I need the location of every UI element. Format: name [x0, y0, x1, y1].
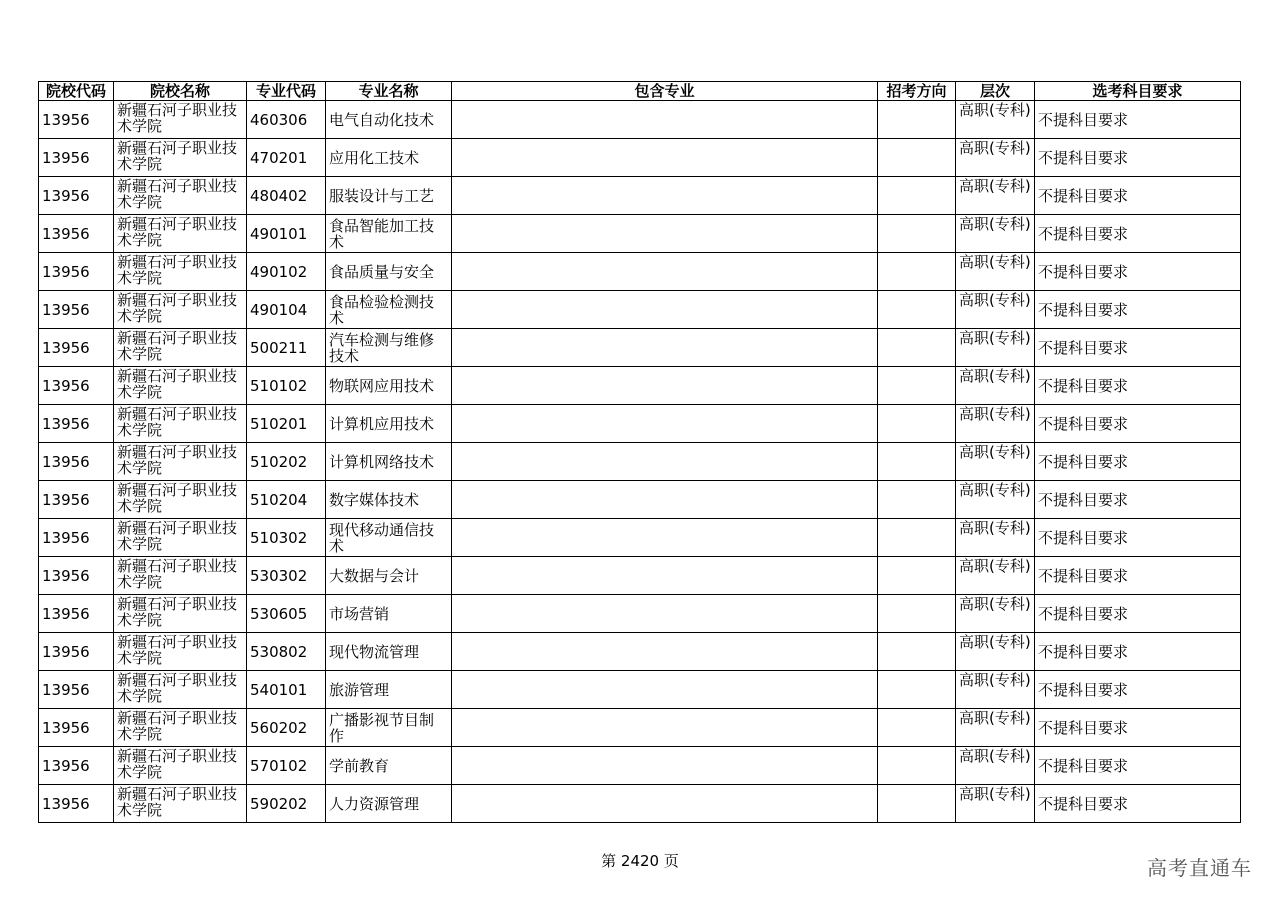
- table-row: [39, 709, 1241, 747]
- cell-school-code: 13956: [39, 405, 114, 443]
- cell-level: 高职(专科): [956, 595, 1035, 633]
- cell-school-name: 新疆石河子职业技术学院: [114, 291, 247, 329]
- cell-level: 高职(专科): [956, 747, 1035, 785]
- cell-major-code: 570102: [247, 747, 326, 785]
- table-row: [39, 671, 1241, 709]
- cell-school-code: 13956: [39, 671, 114, 709]
- cell-major-name: 汽车检测与维修技术: [326, 329, 452, 367]
- cell-major-name: 现代移动通信技术: [326, 519, 452, 557]
- cell-direction: [878, 747, 956, 785]
- cell-school-name: 新疆石河子职业技术学院: [114, 709, 247, 747]
- table-row: [39, 557, 1241, 595]
- cell-major-name: 食品质量与安全: [326, 253, 452, 291]
- cell-school-code: 13956: [39, 177, 114, 215]
- cell-included-majors: [452, 747, 878, 785]
- cell-major-name: 应用化工技术: [326, 139, 452, 177]
- cell-subject-requirement: 不提科目要求: [1035, 709, 1241, 747]
- cell-included-majors: [452, 329, 878, 367]
- page-number: 第 2420 页: [601, 852, 679, 870]
- col-header-subject-requirement: 选考科目要求: [1035, 82, 1241, 101]
- cell-subject-requirement: 不提科目要求: [1035, 291, 1241, 329]
- cell-major-code: 540101: [247, 671, 326, 709]
- cell-direction: [878, 443, 956, 481]
- watermark-text: 高考直通车: [1147, 856, 1252, 880]
- cell-school-code: 13956: [39, 139, 114, 177]
- cell-major-code: 590202: [247, 785, 326, 823]
- cell-school-code: 13956: [39, 633, 114, 671]
- cell-subject-requirement: 不提科目要求: [1035, 595, 1241, 633]
- cell-included-majors: [452, 595, 878, 633]
- cell-subject-requirement: 不提科目要求: [1035, 329, 1241, 367]
- table-row: [39, 253, 1241, 291]
- cell-level: 高职(专科): [956, 443, 1035, 481]
- cell-subject-requirement: 不提科目要求: [1035, 139, 1241, 177]
- cell-level: 高职(专科): [956, 101, 1035, 139]
- cell-major-name: 旅游管理: [326, 671, 452, 709]
- cell-level: 高职(专科): [956, 329, 1035, 367]
- cell-direction: [878, 709, 956, 747]
- cell-direction: [878, 101, 956, 139]
- cell-subject-requirement: 不提科目要求: [1035, 671, 1241, 709]
- cell-direction: [878, 291, 956, 329]
- cell-direction: [878, 139, 956, 177]
- cell-major-name: 大数据与会计: [326, 557, 452, 595]
- table-row: [39, 519, 1241, 557]
- cell-level: 高职(专科): [956, 785, 1035, 823]
- cell-school-name: 新疆石河子职业技术学院: [114, 367, 247, 405]
- cell-subject-requirement: 不提科目要求: [1035, 367, 1241, 405]
- cell-school-code: 13956: [39, 367, 114, 405]
- cell-major-name: 数字媒体技术: [326, 481, 452, 519]
- table-row: [39, 367, 1241, 405]
- cell-included-majors: [452, 709, 878, 747]
- cell-included-majors: [452, 139, 878, 177]
- cell-major-code: 480402: [247, 177, 326, 215]
- cell-included-majors: [452, 481, 878, 519]
- col-header-level: 层次: [956, 82, 1035, 101]
- cell-major-code: 510201: [247, 405, 326, 443]
- cell-major-name: 人力资源管理: [326, 785, 452, 823]
- cell-level: 高职(专科): [956, 253, 1035, 291]
- cell-included-majors: [452, 215, 878, 253]
- cell-school-name: 新疆石河子职业技术学院: [114, 747, 247, 785]
- cell-major-name: 物联网应用技术: [326, 367, 452, 405]
- cell-school-name: 新疆石河子职业技术学院: [114, 405, 247, 443]
- cell-major-name: 电气自动化技术: [326, 101, 452, 139]
- cell-direction: [878, 785, 956, 823]
- cell-school-name: 新疆石河子职业技术学院: [114, 481, 247, 519]
- header-row: [39, 82, 1241, 101]
- table-row: [39, 443, 1241, 481]
- cell-major-name: 食品智能加工技术: [326, 215, 452, 253]
- cell-direction: [878, 367, 956, 405]
- cell-included-majors: [452, 519, 878, 557]
- cell-school-code: 13956: [39, 557, 114, 595]
- cell-school-code: 13956: [39, 443, 114, 481]
- cell-subject-requirement: 不提科目要求: [1035, 557, 1241, 595]
- cell-major-code: 500211: [247, 329, 326, 367]
- cell-school-name: 新疆石河子职业技术学院: [114, 329, 247, 367]
- cell-subject-requirement: 不提科目要求: [1035, 519, 1241, 557]
- cell-school-code: 13956: [39, 747, 114, 785]
- cell-school-code: 13956: [39, 785, 114, 823]
- cell-major-name: 食品检验检测技术: [326, 291, 452, 329]
- cell-school-code: 13956: [39, 253, 114, 291]
- cell-direction: [878, 405, 956, 443]
- cell-direction: [878, 633, 956, 671]
- cell-major-name: 现代物流管理: [326, 633, 452, 671]
- cell-school-name: 新疆石河子职业技术学院: [114, 139, 247, 177]
- cell-school-name: 新疆石河子职业技术学院: [114, 215, 247, 253]
- cell-school-name: 新疆石河子职业技术学院: [114, 519, 247, 557]
- cell-included-majors: [452, 405, 878, 443]
- cell-subject-requirement: 不提科目要求: [1035, 633, 1241, 671]
- cell-major-code: 530802: [247, 633, 326, 671]
- cell-school-code: 13956: [39, 595, 114, 633]
- admissions-table: [38, 81, 1241, 823]
- cell-major-name: 学前教育: [326, 747, 452, 785]
- cell-included-majors: [452, 671, 878, 709]
- cell-direction: [878, 557, 956, 595]
- cell-major-code: 490101: [247, 215, 326, 253]
- table-row: [39, 747, 1241, 785]
- cell-included-majors: [452, 177, 878, 215]
- cell-school-code: 13956: [39, 481, 114, 519]
- table-row: [39, 329, 1241, 367]
- cell-major-code: 510202: [247, 443, 326, 481]
- cell-level: 高职(专科): [956, 139, 1035, 177]
- cell-major-name: 广播影视节目制作: [326, 709, 452, 747]
- cell-school-name: 新疆石河子职业技术学院: [114, 671, 247, 709]
- cell-school-code: 13956: [39, 329, 114, 367]
- cell-included-majors: [452, 101, 878, 139]
- cell-subject-requirement: 不提科目要求: [1035, 785, 1241, 823]
- cell-school-code: 13956: [39, 709, 114, 747]
- cell-major-code: 510302: [247, 519, 326, 557]
- table-row: [39, 405, 1241, 443]
- cell-school-name: 新疆石河子职业技术学院: [114, 633, 247, 671]
- cell-subject-requirement: 不提科目要求: [1035, 405, 1241, 443]
- cell-level: 高职(专科): [956, 405, 1035, 443]
- cell-major-name: 服装设计与工艺: [326, 177, 452, 215]
- cell-major-code: 460306: [247, 101, 326, 139]
- cell-school-code: 13956: [39, 101, 114, 139]
- table-row: [39, 215, 1241, 253]
- cell-level: 高职(专科): [956, 557, 1035, 595]
- cell-subject-requirement: 不提科目要求: [1035, 177, 1241, 215]
- cell-included-majors: [452, 633, 878, 671]
- cell-subject-requirement: 不提科目要求: [1035, 747, 1241, 785]
- col-header-school-name: 院校名称: [114, 82, 247, 101]
- cell-school-code: 13956: [39, 215, 114, 253]
- cell-major-code: 530605: [247, 595, 326, 633]
- cell-school-name: 新疆石河子职业技术学院: [114, 177, 247, 215]
- table-row: [39, 481, 1241, 519]
- cell-major-code: 510204: [247, 481, 326, 519]
- cell-direction: [878, 519, 956, 557]
- table-row: [39, 595, 1241, 633]
- cell-subject-requirement: 不提科目要求: [1035, 215, 1241, 253]
- cell-level: 高职(专科): [956, 709, 1035, 747]
- cell-included-majors: [452, 291, 878, 329]
- table-row: [39, 785, 1241, 823]
- col-header-included-majors: 包含专业: [452, 82, 878, 101]
- cell-school-name: 新疆石河子职业技术学院: [114, 253, 247, 291]
- cell-major-name: 市场营销: [326, 595, 452, 633]
- cell-included-majors: [452, 253, 878, 291]
- cell-level: 高职(专科): [956, 291, 1035, 329]
- cell-school-name: 新疆石河子职业技术学院: [114, 557, 247, 595]
- col-header-major-code: 专业代码: [247, 82, 326, 101]
- table-row: [39, 633, 1241, 671]
- cell-level: 高职(专科): [956, 177, 1035, 215]
- cell-direction: [878, 481, 956, 519]
- table-row: [39, 101, 1241, 139]
- cell-direction: [878, 215, 956, 253]
- table-row: [39, 291, 1241, 329]
- cell-included-majors: [452, 367, 878, 405]
- cell-direction: [878, 329, 956, 367]
- cell-level: 高职(专科): [956, 671, 1035, 709]
- cell-major-name: 计算机网络技术: [326, 443, 452, 481]
- cell-major-code: 490104: [247, 291, 326, 329]
- cell-level: 高职(专科): [956, 519, 1035, 557]
- table-row: [39, 177, 1241, 215]
- table-row: [39, 139, 1241, 177]
- cell-major-code: 470201: [247, 139, 326, 177]
- cell-level: 高职(专科): [956, 367, 1035, 405]
- cell-school-code: 13956: [39, 519, 114, 557]
- cell-subject-requirement: 不提科目要求: [1035, 481, 1241, 519]
- col-header-direction: 招考方向: [878, 82, 956, 101]
- cell-direction: [878, 595, 956, 633]
- cell-direction: [878, 671, 956, 709]
- col-header-school-code: 院校代码: [39, 82, 114, 101]
- cell-major-code: 510102: [247, 367, 326, 405]
- cell-subject-requirement: 不提科目要求: [1035, 101, 1241, 139]
- cell-major-code: 530302: [247, 557, 326, 595]
- cell-included-majors: [452, 785, 878, 823]
- table-body: [39, 101, 1241, 823]
- cell-subject-requirement: 不提科目要求: [1035, 253, 1241, 291]
- cell-subject-requirement: 不提科目要求: [1035, 443, 1241, 481]
- cell-major-code: 560202: [247, 709, 326, 747]
- cell-direction: [878, 253, 956, 291]
- cell-school-name: 新疆石河子职业技术学院: [114, 595, 247, 633]
- cell-level: 高职(专科): [956, 633, 1035, 671]
- cell-school-name: 新疆石河子职业技术学院: [114, 101, 247, 139]
- cell-direction: [878, 177, 956, 215]
- cell-included-majors: [452, 443, 878, 481]
- cell-major-code: 490102: [247, 253, 326, 291]
- cell-major-name: 计算机应用技术: [326, 405, 452, 443]
- cell-school-name: 新疆石河子职业技术学院: [114, 443, 247, 481]
- col-header-major-name: 专业名称: [326, 82, 452, 101]
- cell-included-majors: [452, 557, 878, 595]
- cell-school-code: 13956: [39, 291, 114, 329]
- cell-level: 高职(专科): [956, 481, 1035, 519]
- cell-level: 高职(专科): [956, 215, 1035, 253]
- cell-school-name: 新疆石河子职业技术学院: [114, 785, 247, 823]
